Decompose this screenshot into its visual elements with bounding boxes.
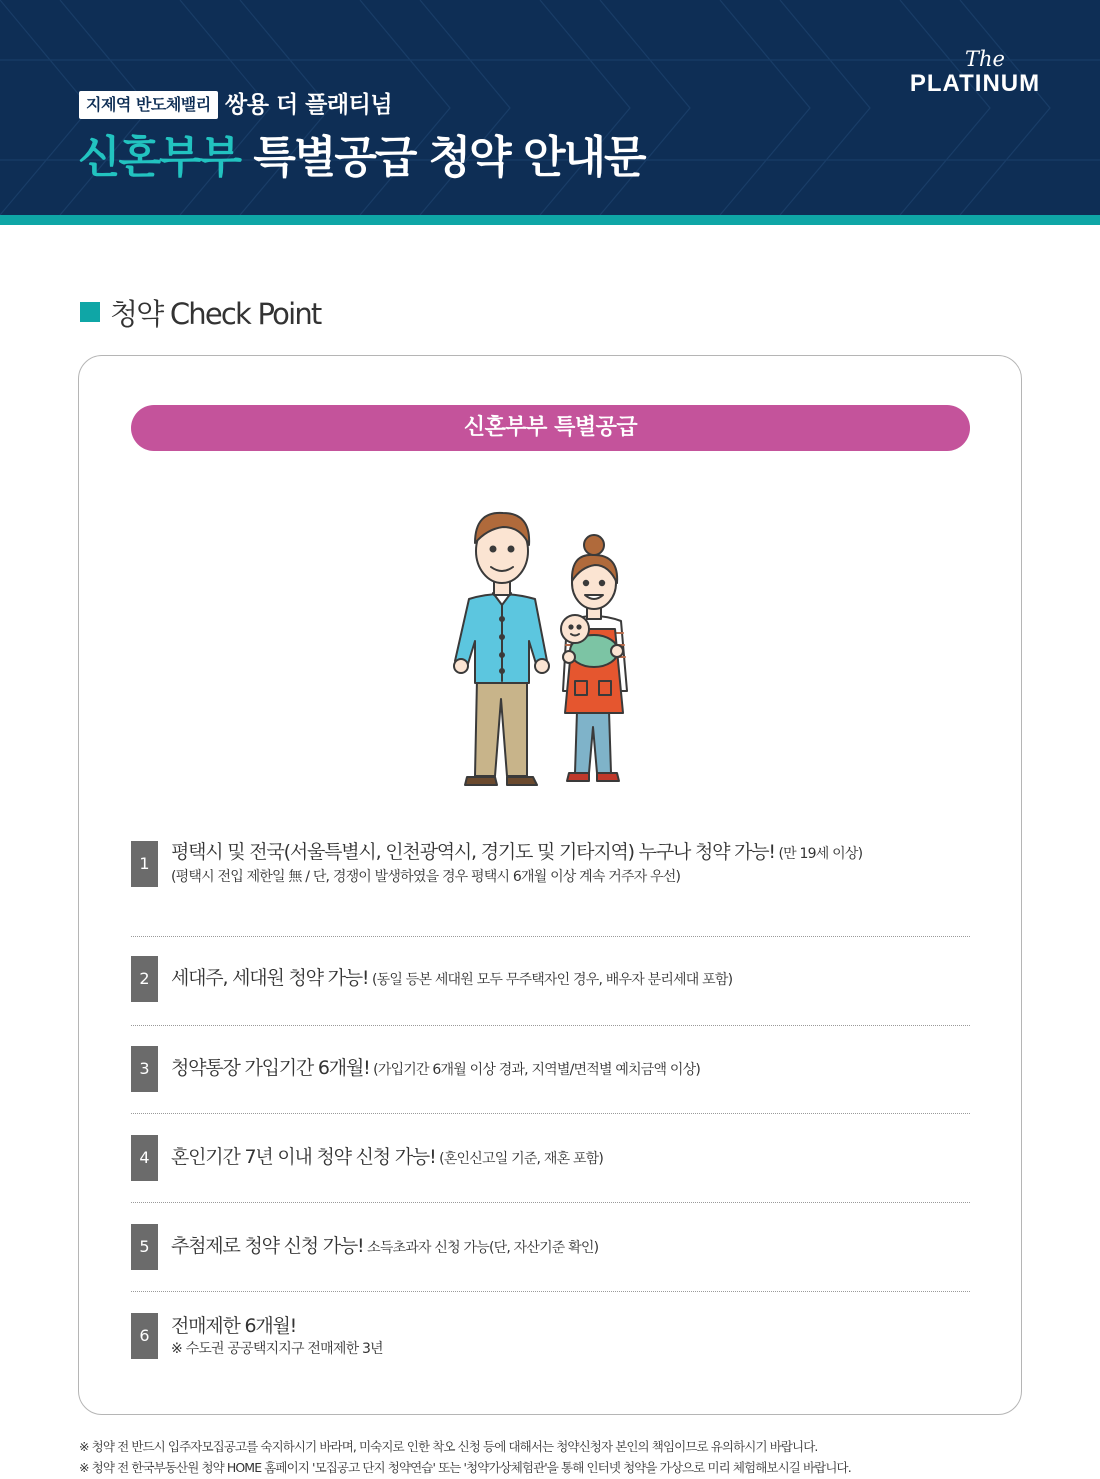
checkpoint-item-2 — [131, 956, 970, 1002]
footnote-1: ※ 청약 전 반드시 입주자모집공고를 숙지하시기 바라며, 미숙지로 인한 착오 신청 등에 대해서는 청약신청자 본인의 책임이므로 유의하시기 바랍니다. — [79, 1439, 818, 1454]
item-main: 전매제한 6개월! — [171, 1314, 297, 1337]
item-note: (혼인신고일 기준, 재혼 포함) — [435, 1150, 604, 1167]
item-number: 2 — [131, 956, 158, 1002]
page-title-accent: 신혼부부 — [78, 132, 241, 183]
item-main-text — [171, 1314, 383, 1339]
checkpoint-item-3 — [131, 1046, 970, 1092]
brand-logo-the: The — [965, 47, 1005, 71]
item-number: 5 — [131, 1224, 158, 1270]
item-divider — [131, 936, 970, 937]
item-main-text — [171, 840, 862, 867]
item-main: 평택시 및 전국(서울특별시, 인천광역시, 경기도 및 기타지역) 누구나 청약 가능! — [171, 841, 775, 863]
footnote-2: ※ 청약 전 한국부동산원 청약 HOME 홈페이지 '모집공고 단지 청약연습' 또는 '청약가상체험관'을 통해 인터넷 청약을 가상으로 미리 체험해보시길 바랍니다. — [79, 1460, 851, 1475]
item-main-text — [171, 1145, 603, 1172]
item-divider — [131, 1113, 970, 1114]
item-subtext: (평택시 전입 제한일 無 / 단, 경쟁이 발생하였을 경우 평택시 6개월 이상 계속 거주자 우선) — [171, 869, 681, 885]
location-tag: 지제역 반도체밸리 — [79, 91, 218, 119]
item-note: (만 19세 이상) — [774, 846, 863, 862]
item-main: 추첨제로 청약 신청 가능! — [171, 1234, 364, 1257]
section-heading — [80, 292, 320, 332]
item-body — [171, 1314, 383, 1359]
item-note: (동일 등본 세대원 모두 무주택자인 경우, 배우자 분리세대 포함) — [368, 971, 733, 988]
header-banner — [0, 0, 1100, 215]
item-subtext: ※ 수도권 공공택지지구 전매제한 3년 — [171, 1340, 383, 1357]
item-main-text — [171, 966, 732, 993]
item-divider — [131, 1202, 970, 1203]
brand-logo-name: PLATINUM — [909, 70, 1041, 97]
complex-name: 쌍용 더 플래티넘 — [225, 92, 393, 118]
item-note: 소득초과자 신청 가능(단, 자산기준 확인) — [363, 1239, 599, 1256]
checkpoint-card — [78, 355, 1022, 1415]
checkpoint-item-1 — [131, 840, 970, 887]
square-bullet-icon — [80, 302, 100, 322]
checkpoint-item-4 — [131, 1135, 970, 1181]
item-body — [171, 1056, 700, 1083]
item-main-text — [171, 1234, 598, 1261]
item-number: 6 — [131, 1313, 158, 1359]
page-title — [78, 125, 645, 191]
page-title-rest: 특별공급 청약 안내문 — [240, 132, 645, 183]
item-main: 혼인기간 7년 이내 청약 신청 가능! — [171, 1145, 436, 1168]
item-number: 3 — [131, 1046, 158, 1092]
item-body — [171, 966, 732, 993]
item-main-text — [171, 1056, 700, 1083]
item-main: 세대주, 세대원 청약 가능! — [171, 966, 369, 989]
checkpoint-item-6 — [131, 1313, 970, 1359]
section-heading-text: 청약 Check Point — [110, 296, 321, 331]
header-accent-stripe — [0, 215, 1100, 225]
item-divider — [131, 1025, 970, 1026]
item-note: (가입기간 6개월 이상 경과, 지역별/면적별 예치금액 이상) — [369, 1061, 701, 1078]
brand-logo — [905, 48, 1045, 98]
checkpoint-item-5 — [131, 1224, 970, 1270]
item-number: 4 — [131, 1135, 158, 1181]
newlywed-family-illustration-icon — [439, 501, 669, 806]
item-number: 1 — [131, 841, 158, 887]
category-pill: 신혼부부 특별공급 — [131, 405, 970, 451]
item-main: 청약통장 가입기간 6개월! — [171, 1056, 370, 1079]
item-body — [171, 840, 862, 887]
item-body — [171, 1234, 598, 1261]
item-body — [171, 1145, 603, 1172]
item-divider — [131, 1291, 970, 1292]
